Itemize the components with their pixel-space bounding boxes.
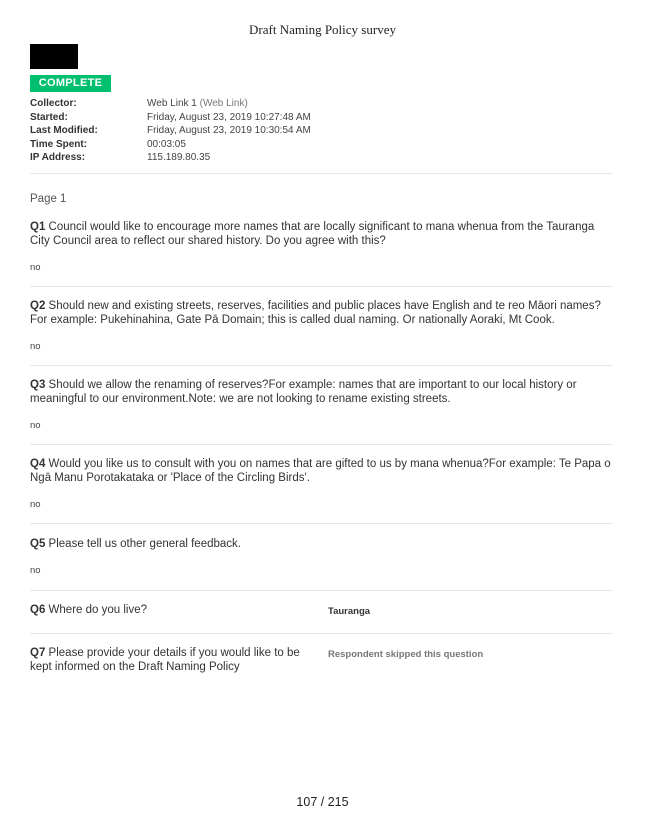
answer-q3: no: [30, 420, 41, 431]
question-q4: [30, 458, 613, 485]
meta-row-time-spent: [30, 138, 311, 152]
meta-subvalue: (Web Link): [199, 98, 248, 109]
answer-q7-skipped: Respondent skipped this question: [328, 649, 484, 660]
question-number: Q2: [30, 300, 46, 312]
question-q6: [30, 604, 300, 618]
question-text: Would you like us to consult with you on names that are gifted to us by mana whenua?For example: Te Papa o Ngā Manu Porotakataka or 'Place of the Circling Birds'.: [30, 458, 611, 484]
question-q7: [30, 647, 300, 674]
question-number: Q5: [30, 538, 46, 550]
question-number: Q6: [30, 604, 46, 616]
meta-label: Last Modified:: [30, 125, 98, 137]
question-number: Q7: [30, 647, 46, 659]
answer-q6: Tauranga: [328, 606, 371, 617]
answer-q2: no: [30, 341, 41, 352]
divider: [30, 173, 613, 174]
question-text: Please provide your details if you would like to be kept informed on the Draft Naming Policy: [30, 647, 300, 673]
divider: [30, 523, 613, 524]
question-text: Where do you live?: [48, 604, 147, 616]
answer-q4: no: [30, 499, 41, 510]
question-text: Council would like to encourage more names that are locally significant to mana whenua from the Tauranga City Council area to reflect our shared history. Do you agree with this?: [30, 221, 595, 247]
question-number: Q3: [30, 379, 46, 391]
divider: [30, 633, 613, 634]
answer-q1: no: [30, 262, 41, 273]
meta-value: Friday, August 23, 2019 10:27:48 AM: [147, 111, 311, 123]
question-number: Q1: [30, 221, 46, 233]
question-q3: [30, 379, 613, 406]
question-number: Q4: [30, 458, 46, 470]
divider: [30, 286, 613, 287]
logo: [30, 44, 78, 69]
meta-value: Friday, August 23, 2019 10:30:54 AM: [147, 125, 311, 137]
meta-label: Started:: [30, 111, 68, 123]
meta-label: IP Address:: [30, 152, 86, 164]
status-badge: COMPLETE: [30, 75, 111, 92]
meta-value: 00:03:05: [147, 138, 186, 150]
question-q2: [30, 300, 613, 327]
question-text: Should we allow the renaming of reserves?For example: names that are important to our local history or meaningful to our environment.Note: we are not looking to rename existing streets.: [30, 379, 577, 405]
meta-label: Collector:: [30, 98, 77, 109]
divider: [30, 365, 613, 366]
question-q5: [30, 538, 613, 552]
meta-row-started: [30, 111, 311, 125]
question-text: Should new and existing streets, reserves, facilities and public places have English and te reo Māori names?For example: Pukehinahina, Gate Pā Domain; this is called dual naming. Or nationally Aoraki, Mt Cook.: [30, 300, 601, 326]
meta-row-last-modified: [30, 124, 311, 138]
survey-page-label: Page 1: [30, 193, 67, 205]
meta-value: Web Link 1: [147, 98, 197, 109]
meta-label: Time Spent:: [30, 138, 88, 150]
question-text: Please tell us other general feedback.: [48, 538, 241, 550]
page-number: 107 / 215: [296, 795, 349, 809]
answer-q5: no: [30, 565, 41, 576]
page-title: Draft Naming Policy survey: [249, 22, 396, 37]
meta-row-ip-address: [30, 151, 311, 165]
divider: [30, 590, 613, 591]
meta-row-collector: [30, 97, 311, 111]
response-metadata: [30, 97, 311, 165]
meta-value: 115.189.80.35: [147, 152, 211, 164]
divider: [30, 444, 613, 445]
question-q1: [30, 221, 613, 248]
